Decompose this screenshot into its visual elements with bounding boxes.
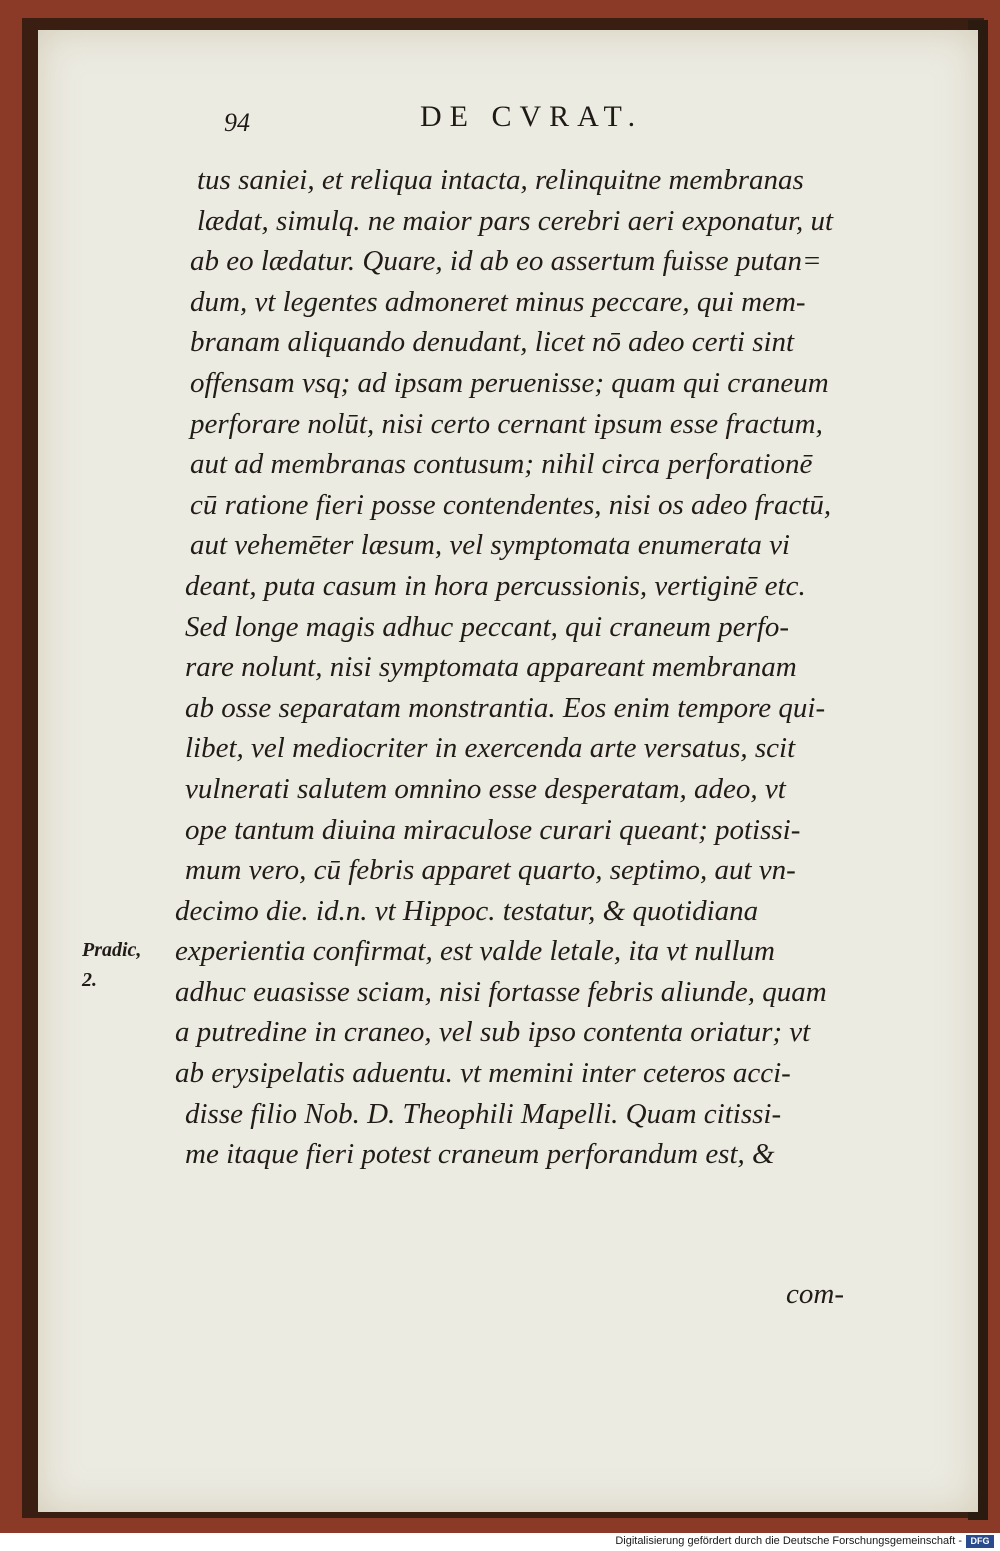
margin-note-line: 2. bbox=[82, 969, 97, 991]
page-number: 94 bbox=[224, 108, 250, 137]
text-line: deant, puta casum in hora percussionis, vertiginē etc. bbox=[185, 569, 806, 602]
running-title: DE CVRAT. bbox=[420, 100, 644, 133]
text-line: decimo die. id.n. vt Hippoc. testatur, & quotidiana bbox=[175, 894, 759, 927]
margin-note-line: Pradic, bbox=[82, 939, 142, 961]
text-line: Sed longe magis adhuc peccant, qui craneum perfo- bbox=[185, 610, 790, 643]
text-line: lædat, simulq. ne maior pars cerebri aeri exponatur, ut bbox=[197, 204, 834, 237]
text-line: ab eo lædatur. Quare, id ab eo assertum fuisse putan= bbox=[190, 245, 822, 278]
footer-credit: Digitalisierung gefördert durch die Deutsche Forschungsgemeinschaft - bbox=[615, 1535, 962, 1547]
text-line: dum, vt legentes admoneret minus peccare, qui mem- bbox=[190, 285, 806, 318]
text-line: adhuc euasisse sciam, nisi fortasse febris aliunde, quam bbox=[175, 975, 827, 1008]
body-text bbox=[175, 160, 935, 1175]
text-line: ab osse separatam monstrantia. Eos enim tempore qui- bbox=[185, 691, 826, 724]
text-line: a putredine in craneo, vel sub ipso contenta oriatur; vt bbox=[175, 1016, 811, 1049]
text-line: branam aliquando denudant, licet nō adeo certi sint bbox=[190, 326, 795, 359]
text-line: aut ad membranas contusum; nihil circa perforationē bbox=[190, 448, 813, 481]
catchword: com- bbox=[786, 1278, 844, 1310]
text-line: perforare nolūt, nisi certo cernant ipsum esse fractum, bbox=[190, 407, 823, 440]
text-line: rare nolunt, nisi symptomata appareant membranam bbox=[185, 651, 797, 684]
text-line: ab erysipelatis aduentu. vt memini inter ceteros acci- bbox=[175, 1057, 791, 1090]
text-line: offensam vsq; ad ipsam peruenisse; quam qui craneum bbox=[190, 366, 829, 399]
text-line: libet, vel mediocriter in exercenda arte versatus, scit bbox=[185, 732, 796, 765]
text-line: me itaque fieri potest craneum perforandum est, & bbox=[185, 1138, 775, 1171]
running-head bbox=[0, 100, 1000, 140]
text-line: aut vehemēter læsum, vel symptomata enumerata vi bbox=[190, 529, 790, 562]
text-line: vulnerati salutem omnino esse desperatam, adeo, vt bbox=[185, 772, 786, 805]
text-line: disse filio Nob. D. Theophili Mapelli. Quam citissi- bbox=[185, 1097, 782, 1130]
text-line: tus saniei, et reliqua intacta, relinquitne membranas bbox=[197, 164, 804, 196]
text-line: ope tantum diuina miraculose curari queant; potissi- bbox=[185, 813, 801, 846]
margin-note bbox=[82, 935, 141, 995]
text-line: experientia confirmat, est valde letale, ita vt nullum bbox=[175, 935, 775, 968]
dfg-logo-icon: DFG bbox=[966, 1535, 994, 1548]
text-line: cū ratione fieri posse contendentes, nisi os adeo fractū, bbox=[190, 488, 832, 521]
text-line: mum vero, cū febris apparet quarto, septimo, aut vn- bbox=[185, 854, 796, 887]
